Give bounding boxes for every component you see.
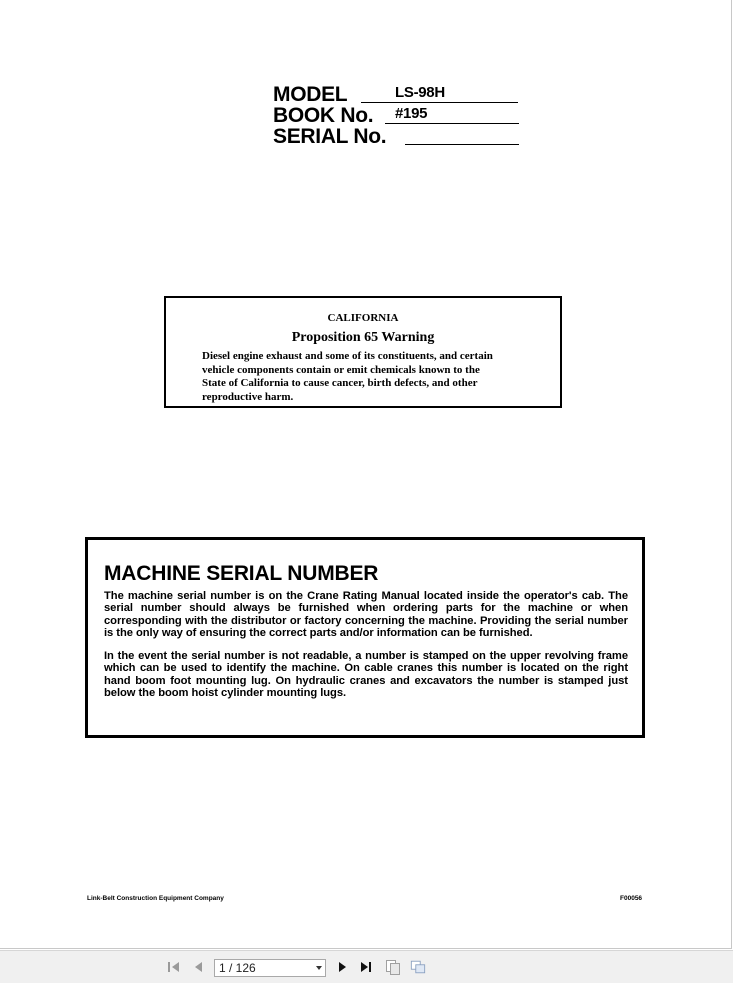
- model-value: LS-98H: [395, 84, 445, 101]
- first-page-icon: [167, 961, 181, 973]
- single-page-view-button[interactable]: [385, 959, 401, 975]
- page-indicator: 1 / 126: [219, 961, 256, 975]
- machine-serial-paragraph-1: The machine serial number is on the Crane Rating Manual located inside the operator's cab. The serial number should always be furnished when ordering parts for the machine or when corresponding with the distributor or factory concerning the machine. Providing the serial number is the only way of ensuring the correct parts and/or information can be furnished.: [104, 590, 628, 640]
- serial-number-field: [273, 126, 386, 148]
- book-number-label: BOOK No.: [273, 104, 374, 127]
- prop65-title: Proposition 65 Warning: [291, 330, 435, 345]
- previous-page-button[interactable]: [191, 959, 207, 975]
- prop65-line: State of California to cause cancer, birth defects, and other: [202, 377, 478, 389]
- book-number-value: #195: [395, 105, 428, 122]
- first-page-button[interactable]: [166, 959, 182, 975]
- prop65-text: [202, 350, 522, 404]
- prop65-line: Diesel engine exhaust and some of its constituents, and certain: [202, 350, 493, 362]
- serial-number-underline: [405, 126, 519, 145]
- next-page-icon: [337, 961, 347, 973]
- viewer-toolbar: [0, 950, 733, 983]
- book-number-field: [273, 104, 428, 127]
- footer-code: F00056: [620, 895, 643, 902]
- two-page-view-icon: [410, 959, 426, 975]
- last-page-icon: [359, 961, 373, 973]
- prop65-warning-box: [164, 296, 562, 408]
- prop65-state: CALIFORNIA: [327, 312, 399, 324]
- model-field: [273, 83, 445, 106]
- machine-serial-number-box: [85, 537, 645, 738]
- machine-serial-paragraph-2: In the event the serial number is not readable, a number is stamped on the upper revolving frame which can be used to identify the machine. On cable cranes this number is located on the right hand boom foot mounting lug. On hydraulic cranes and excavators the number is stamped just below the boom hoist cylinder mounting lugs.: [104, 650, 628, 700]
- model-label: MODEL: [273, 83, 348, 106]
- page-number-select[interactable]: [214, 959, 326, 977]
- two-page-view-button[interactable]: [410, 959, 426, 975]
- footer-company: Link-Belt Construction Equipment Company: [87, 895, 224, 902]
- prop65-line: vehicle components contain or emit chemicals known to the: [202, 363, 480, 376]
- last-page-button[interactable]: [358, 959, 374, 975]
- book-number-underline: [385, 105, 519, 124]
- model-underline: [361, 84, 518, 103]
- prop65-line: reproductive harm.: [202, 390, 294, 403]
- previous-page-icon: [194, 961, 204, 973]
- chevron-down-icon: [316, 966, 322, 970]
- machine-serial-number-title: MACHINE SERIAL NUMBER: [104, 562, 379, 585]
- next-page-button[interactable]: [334, 959, 350, 975]
- serial-number-label: SERIAL No.: [273, 125, 387, 148]
- single-page-view-icon: [385, 959, 401, 975]
